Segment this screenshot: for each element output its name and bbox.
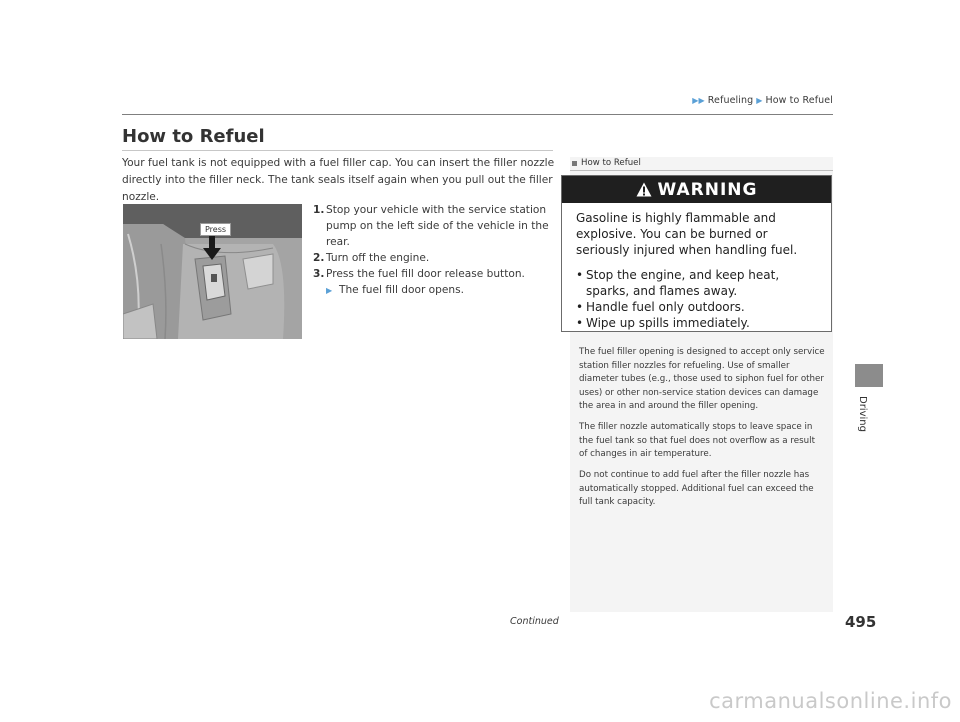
step-item — [313, 266, 558, 282]
warning-bullet-text: Wipe up spills immediately. — [586, 316, 750, 330]
bullet-dot-icon: • — [576, 268, 584, 282]
warning-bullet — [576, 299, 821, 315]
press-callout-label: Press — [200, 223, 231, 236]
steps-list — [313, 202, 558, 299]
breadcrumb-arrow-icon: ▶▶ — [692, 96, 705, 105]
section-tab-label: Driving — [857, 396, 868, 432]
result-arrow-icon: ▶ — [326, 286, 333, 295]
sidebar-paragraph: The filler nozzle automatically stops to leave space in the fuel tank so that fuel does not overflow as a result of changes in air temperature. — [579, 422, 815, 459]
step-text: Turn off the engine. — [326, 252, 430, 264]
bullet-dot-icon: • — [576, 300, 584, 314]
step-text: Press the fuel fill door release button. — [326, 268, 525, 280]
warning-bullet-text: Stop the engine, and keep heat, sparks, and flames away. — [586, 268, 780, 298]
warning-bullet-text: Handle fuel only outdoors. — [586, 300, 745, 314]
warning-bullets — [576, 267, 821, 331]
breadcrumb-arrow-icon: ▶ — [756, 96, 763, 105]
breadcrumb — [692, 95, 833, 106]
step-number: 3. — [313, 268, 325, 280]
warning-bullet — [576, 267, 821, 299]
title-divider — [122, 150, 553, 151]
warning-triangle-icon — [636, 182, 652, 197]
sidebar-paragraph: Do not continue to add fuel after the filler nozzle has automatically stopped. Additional fuel can exceed the full tank capacity. — [579, 470, 814, 507]
sidebar-paragraph: The fuel filler opening is designed to accept only service station filler nozzles for refueling. Use of smaller diameter tubes (e.g., those used to siphon fuel for other uses) or other non-service station devices can damage the area in and around the filler opening. — [579, 347, 825, 411]
continued-label: Continued — [510, 616, 559, 627]
sidebar-title — [572, 158, 641, 168]
warning-box — [561, 175, 832, 332]
breadcrumb-item[interactable]: Refueling — [707, 95, 754, 106]
section-tab-marker[interactable] — [855, 364, 883, 387]
sidebar-title-text: How to Refuel — [581, 158, 641, 168]
step-text: Stop your vehicle with the service station pump on the left side of the vehicle in the rear. — [326, 204, 549, 248]
fuel-door-button-photo — [123, 204, 302, 339]
page-title: How to Refuel — [122, 126, 265, 147]
bullet-dot-icon: • — [576, 316, 584, 330]
step-item — [313, 202, 558, 250]
step-result — [313, 282, 558, 299]
warning-intro: Gasoline is highly flammable and explosive. You can be burned or seriously injured when handling fuel. — [576, 211, 798, 257]
header-divider — [122, 114, 833, 115]
warning-body — [562, 203, 831, 331]
step-result-text: The fuel fill door opens. — [339, 284, 465, 296]
breadcrumb-item[interactable]: How to Refuel — [765, 95, 833, 106]
intro-paragraph: Your fuel tank is not equipped with a fuel filler cap. You can insert the filler nozzle directly into the filler neck. The tank seals itself again when you pull out the filler nozzle. — [122, 157, 555, 203]
step-number: 2. — [313, 252, 325, 264]
step-item — [313, 250, 558, 266]
sidebar-notes — [579, 346, 826, 517]
step-number: 1. — [313, 204, 325, 216]
warning-bullet — [576, 315, 821, 331]
warning-heading: WARNING — [657, 179, 758, 200]
watermark: carmanualsonline.info — [709, 689, 952, 713]
page-number: 495 — [845, 613, 877, 631]
sidebar-divider — [570, 170, 833, 171]
warning-header — [562, 176, 831, 203]
bookmark-square-icon — [572, 161, 577, 166]
